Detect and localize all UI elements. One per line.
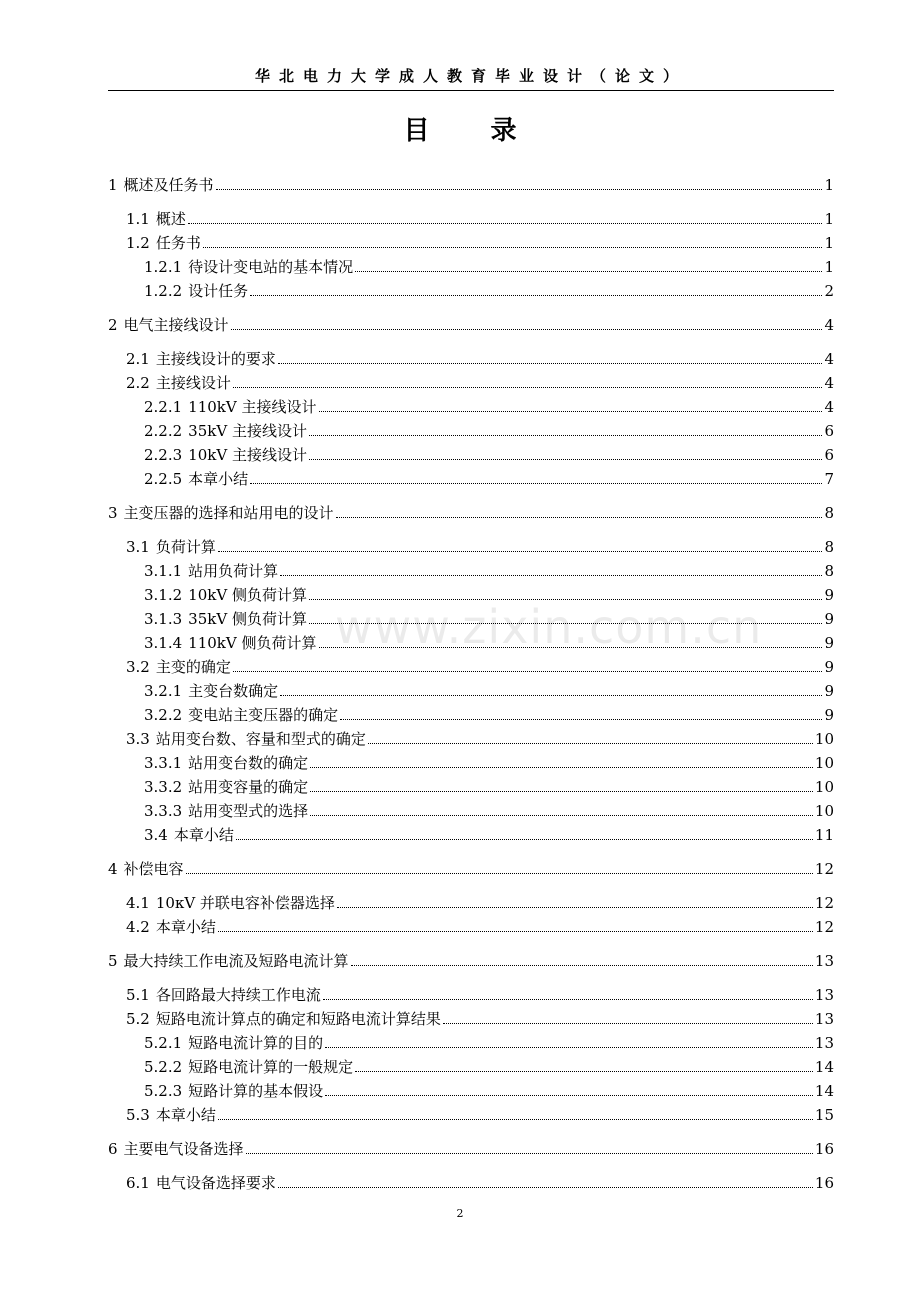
toc-entry[interactable] [126,984,834,1006]
toc-entry-number: 4.1 [126,894,150,912]
toc-entry-label: 110kV 侧负荷计算 [188,634,317,652]
toc-entry-number: 6.1 [126,1174,150,1192]
toc-entry-number: 1.2 [126,234,150,252]
toc-entry-page: 1 [824,258,834,276]
toc-dot-leader [309,623,823,624]
toc-dot-leader [310,767,813,768]
toc-dot-leader [337,907,813,908]
toc-entry-label: 本章小结 [155,1106,216,1124]
toc-dot-leader [188,223,823,224]
toc-entry-page: 12 [814,894,834,912]
toc-entry-label: 主变压器的选择和站用电的设计 [123,504,334,522]
toc-entry-label: 短路电流计算的一般规定 [188,1058,354,1076]
toc-dot-leader [280,695,822,696]
toc-entry-label: 主要电气设备选择 [123,1140,244,1158]
toc-entry-label: 变电站主变压器的确定 [188,706,339,724]
toc-dot-leader [233,671,823,672]
toc-entry-page: 4 [824,398,834,416]
toc-entry[interactable] [144,1080,834,1102]
toc-entry-page: 8 [824,562,834,580]
toc-entry-page: 1 [824,210,834,228]
toc-dot-leader [280,575,822,576]
toc-entry-number: 1 [108,176,118,194]
watermark: www.zixin.com.cn [335,600,763,654]
toc-entry-number: 5.3 [126,1106,150,1124]
toc-dot-leader [250,483,822,484]
toc-entry-number: 3.3 [126,730,150,748]
toc-entry-number: 2.2 [126,374,150,392]
toc-dot-leader [309,599,823,600]
toc-entry-label: 站用变型式的选择 [188,802,309,820]
toc-entry[interactable] [108,502,834,524]
toc-dot-leader [218,1119,813,1120]
toc-entry-number: 3.3.3 [144,802,183,820]
toc-entry[interactable] [144,704,834,726]
toc-entry-number: 1.2.2 [144,282,183,300]
toc-entry-label: 站用负荷计算 [188,562,279,580]
toc-entry-page: 9 [824,610,834,628]
toc-entry-page: 13 [814,1010,834,1028]
toc-entry-label: 电气设备选择要求 [155,1174,276,1192]
toc-entry-label: 110kV 主接线设计 [188,398,317,416]
toc-entry[interactable] [126,1008,834,1030]
toc-entry-label: 概述及任务书 [123,176,214,194]
toc-dot-leader [336,517,823,518]
toc-entry-label: 本章小结 [188,470,249,488]
toc-dot-leader [325,1047,813,1048]
toc-entry-label: 本章小结 [155,918,216,936]
toc-entry-label: 10кV 并联电容补偿器选择 [155,894,335,912]
toc-entry-page: 13 [814,952,834,970]
toc-entry-page: 6 [824,422,834,440]
toc-entry-page: 2 [824,282,834,300]
toc-entry-page: 11 [814,826,834,844]
toc-entry-label: 任务书 [155,234,201,252]
toc-dot-leader [355,271,822,272]
toc-entry-label: 短路电流计算的目的 [188,1034,324,1052]
toc-entry-number: 1.1 [126,210,150,228]
toc-entry-page: 9 [824,586,834,604]
toc-entry[interactable] [144,776,834,798]
toc-entry[interactable] [144,680,834,702]
page-header: 华北电力大学成人教育毕业设计（论文） [108,62,834,91]
toc-entry[interactable] [126,892,834,914]
toc-entry[interactable] [144,608,834,630]
toc-entry-label: 补偿电容 [123,860,184,878]
toc-entry-number: 6 [108,1140,118,1158]
toc-entry-page: 9 [824,682,834,700]
toc-entry-number: 5.2 [126,1010,150,1028]
toc-entry-page: 14 [814,1082,834,1100]
toc-entry-label: 35kV 侧负荷计算 [188,610,307,628]
toc-entry-label: 概述 [155,210,186,228]
toc-dot-leader [231,329,823,330]
toc-entry[interactable] [144,824,834,846]
toc-entry-label: 设计任务 [188,282,249,300]
toc-entry-label: 本章小结 [173,826,234,844]
toc-entry-label: 35kV 主接线设计 [188,422,307,440]
toc-entry-page: 13 [814,986,834,1004]
toc-dot-leader [278,1187,813,1188]
toc-entry-page: 16 [814,1140,834,1158]
toc-entry-page: 9 [824,706,834,724]
toc-entry-label: 主变的确定 [155,658,231,676]
toc-dot-leader [250,295,822,296]
toc-entry-page: 10 [814,778,834,796]
toc-entry[interactable] [108,174,834,196]
toc-entry-page: 6 [824,446,834,464]
toc-entry-number: 5.1 [126,986,150,1004]
toc-entry-label: 主变台数确定 [188,682,279,700]
toc-entry-page: 10 [814,802,834,820]
toc-entry-label: 主接线设计的要求 [155,350,276,368]
toc-dot-leader [351,965,813,966]
toc-entry-number: 3.1 [126,538,150,556]
toc-entry-number: 2.1 [126,350,150,368]
table-of-contents [108,0,834,1302]
toc-entry-number: 5.2.3 [144,1082,183,1100]
toc-entry-page: 13 [814,1034,834,1052]
toc-entry-page: 9 [824,658,834,676]
toc-entry-page: 12 [814,918,834,936]
toc-entry-number: 2 [108,316,118,334]
toc-entry-page: 4 [824,374,834,392]
toc-entry[interactable] [144,1056,834,1078]
toc-entry-page: 4 [824,350,834,368]
toc-entry-number: 2.2.1 [144,398,183,416]
toc-dot-leader [309,435,823,436]
toc-entry-label: 10kV 主接线设计 [188,446,307,464]
toc-entry-number: 2.2.3 [144,446,183,464]
toc-entry[interactable] [144,396,834,418]
toc-dot-leader [368,743,813,744]
toc-entry-number: 3.3.2 [144,778,183,796]
toc-entry[interactable] [126,1172,834,1194]
toc-entry-page: 10 [814,730,834,748]
toc-entry[interactable] [126,232,834,254]
toc-dot-leader [233,387,823,388]
toc-entry-label: 站用变容量的确定 [188,778,309,796]
toc-entry-number: 2.2.2 [144,422,183,440]
toc-dot-leader [323,999,813,1000]
toc-entry-label: 10kV 侧负荷计算 [188,586,307,604]
toc-entry[interactable] [144,752,834,774]
toc-dot-leader [218,931,813,932]
toc-entry-label: 各回路最大持续工作电流 [155,986,321,1004]
toc-entry-label: 主接线设计 [155,374,231,392]
toc-entry-number: 3.4 [144,826,168,844]
toc-dot-leader [203,247,823,248]
toc-entry[interactable] [144,256,834,278]
toc-entry-label: 短路计算的基本假设 [188,1082,324,1100]
toc-entry[interactable] [144,1032,834,1054]
toc-entry-number: 1.2.1 [144,258,183,276]
toc-entry-number: 3.2 [126,658,150,676]
toc-entry[interactable] [126,372,834,394]
toc-entry[interactable] [108,858,834,880]
toc-entry-page: 10 [814,754,834,772]
toc-entry-page: 1 [824,234,834,252]
toc-dot-leader [443,1023,813,1024]
toc-entry-number: 3.1.2 [144,586,183,604]
toc-entry-page: 12 [814,860,834,878]
toc-entry-number: 3.1.3 [144,610,183,628]
toc-dot-leader [310,815,813,816]
toc-entry[interactable] [126,656,834,678]
toc-dot-leader [355,1071,813,1072]
toc-entry[interactable] [144,560,834,582]
toc-entry[interactable] [144,280,834,302]
toc-entry-page: 7 [824,470,834,488]
toc-dot-leader [236,839,813,840]
toc-entry[interactable] [126,536,834,558]
toc-entry-number: 3.2.1 [144,682,183,700]
toc-dot-leader [340,719,822,720]
toc-entry[interactable] [144,632,834,654]
toc-entry[interactable] [126,208,834,230]
toc-entry[interactable] [144,444,834,466]
toc-entry-number: 5.2.1 [144,1034,183,1052]
toc-entry-number: 2.2.5 [144,470,183,488]
toc-entry-label: 站用变台数、容量和型式的确定 [155,730,366,748]
toc-entry-number: 3.3.1 [144,754,183,772]
toc-dot-leader [310,791,813,792]
toc-entry-label: 最大持续工作电流及短路电流计算 [123,952,349,970]
toc-dot-leader [246,1153,813,1154]
toc-entry-number: 5.2.2 [144,1058,183,1076]
toc-entry[interactable] [144,584,834,606]
toc-entry[interactable] [126,348,834,370]
page-number: 2 [456,1207,464,1220]
toc-entry[interactable] [108,950,834,972]
toc-entry[interactable] [108,314,834,336]
toc-entry-number: 4 [108,860,118,878]
toc-entry-page: 8 [824,504,834,522]
toc-entry-number: 5 [108,952,118,970]
toc-entry-number: 3.1.1 [144,562,183,580]
toc-entry[interactable] [126,728,834,750]
toc-entry[interactable] [144,420,834,442]
toc-dot-leader [319,411,823,412]
toc-dot-leader [186,873,813,874]
toc-entry-page: 8 [824,538,834,556]
toc-entry[interactable] [126,1104,834,1126]
toc-entry-label: 短路电流计算点的确定和短路电流计算结果 [155,1010,441,1028]
toc-dot-leader [309,459,823,460]
toc-entry-label: 待设计变电站的基本情况 [188,258,354,276]
toc-dot-leader [278,363,823,364]
toc-entry-page: 14 [814,1058,834,1076]
toc-dot-leader [325,1095,813,1096]
toc-entry-page: 4 [824,316,834,334]
toc-entry-page: 15 [814,1106,834,1124]
toc-entry-label: 站用变台数的确定 [188,754,309,772]
toc-entry-number: 4.2 [126,918,150,936]
toc-dot-leader [319,647,823,648]
toc-entry[interactable] [108,1138,834,1160]
toc-entry-number: 3.1.4 [144,634,183,652]
toc-dot-leader [218,551,823,552]
toc-entry-page: 1 [824,176,834,194]
toc-entry[interactable] [144,800,834,822]
toc-entry-number: 3.2.2 [144,706,183,724]
page-title: 目 录 [403,116,543,146]
toc-entry-label: 负荷计算 [155,538,216,556]
toc-dot-leader [216,189,823,190]
toc-entry-page: 16 [814,1174,834,1192]
toc-entry[interactable] [144,468,834,490]
toc-entry-number: 3 [108,504,118,522]
toc-entry-page: 9 [824,634,834,652]
toc-entry[interactable] [126,916,834,938]
toc-entry-label: 电气主接线设计 [123,316,229,334]
